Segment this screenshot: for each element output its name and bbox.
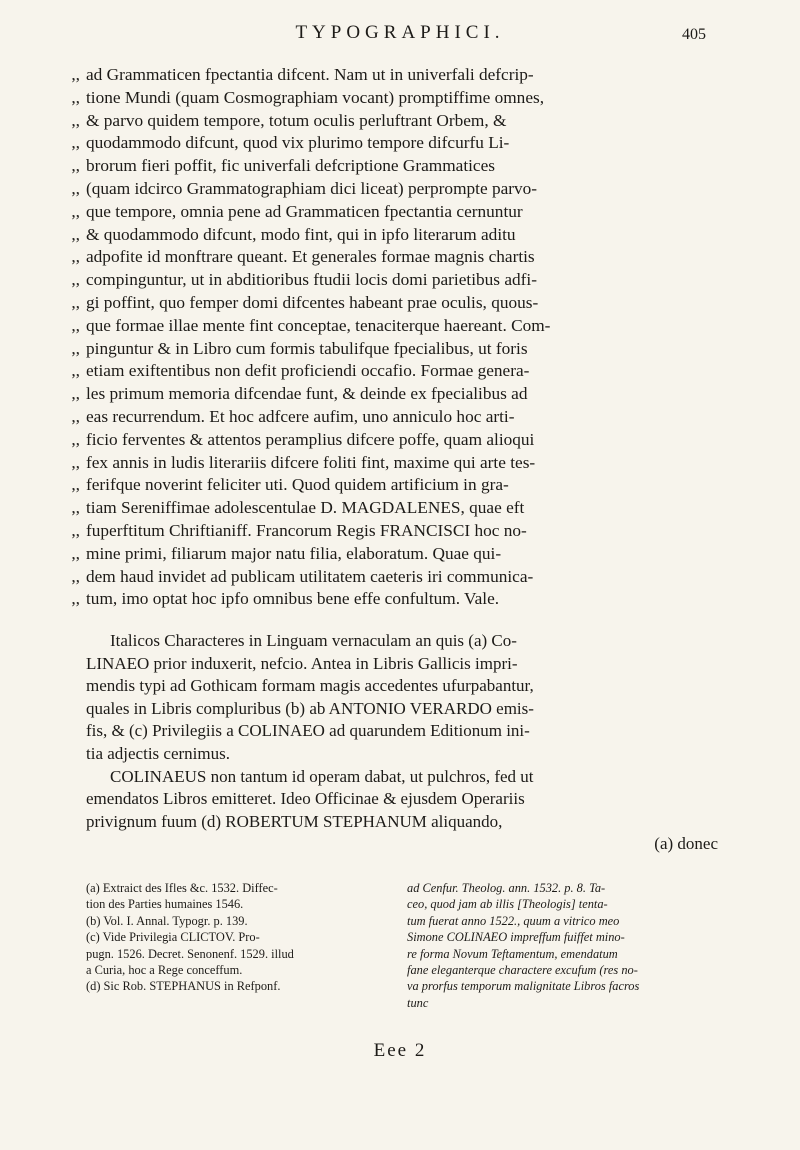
quote-line: [71, 64, 718, 87]
quote-mark: ,,: [71, 87, 80, 107]
quote-line: [71, 520, 718, 543]
quote-line-text: que formae illae mente fint conceptae, tenaciterque haereant. Com-: [86, 315, 551, 335]
quote-line-text: & parvo quidem tempore, totum oculis perluftrant Orbem, &: [86, 110, 507, 130]
quote-line: [71, 292, 718, 315]
quote-mark: ,,: [71, 566, 80, 586]
quote-line: [71, 269, 718, 292]
quote-mark: ,,: [71, 543, 80, 563]
body-line: COLINAEUS non tantum id operam dabat, ut pulchros, fed ut: [110, 766, 534, 786]
quote-line-text: ficio ferventes & attentos peramplius difcere poffe, quam alioqui: [86, 429, 535, 449]
quote-mark: ,,: [71, 498, 80, 518]
quote-line-text: compinguntur, ut in abditioribus ftudii locis domi parietibus adfi-: [86, 270, 537, 290]
quoted-passage: [71, 64, 718, 611]
quote-line-text: dem haud invidet ad publicam utilitatem caeteris iri communica-: [86, 566, 534, 586]
body-line: fis, & (c) Privilegiis a COLINAEO ad quarundem Editionum ini-: [86, 721, 530, 741]
quote-mark: ,,: [71, 201, 80, 221]
body-line: tia adjectis cernimus.: [86, 743, 230, 763]
quote-line: [71, 338, 718, 361]
quote-line: [71, 201, 718, 224]
body-line: Italicos Characteres in Linguam vernaculam an quis (a) Co-: [110, 631, 517, 650]
quote-line: [71, 566, 718, 589]
quote-line-text: (quam idcirco Grammatographiam dici liceat) perprompte parvo-: [86, 178, 538, 198]
footnote-line: tunc: [407, 995, 429, 1010]
quote-line: [71, 383, 718, 406]
quote-line-text: fuperftitum Chriftianiff. Francorum Regis FRANCISCI hoc no-: [86, 520, 527, 540]
footnote-line: re forma Novum Teftamentum, emendatum: [407, 946, 618, 961]
quote-line-text: eas recurrendum. Et hoc adfcere aufim, uno anniculo hoc arti-: [86, 406, 515, 426]
footnote-line: (b) Vol. I. Annal. Typogr. p. 139.: [86, 913, 248, 928]
footnote-line: ad Cenfur. Theolog. ann. 1532. p. 8. Ta-: [407, 881, 606, 895]
quote-mark: ,,: [71, 224, 80, 244]
body-line: LINAEO prior induxerit, nefcio. Antea in Libris Gallicis impri-: [86, 653, 518, 673]
quote-line-text: que tempore, omnia pene ad Grammaticen fpectantia cernuntur: [86, 201, 523, 221]
footnote-line: (a) Extraict des Ifles &c. 1532. Diffec-: [86, 881, 278, 895]
quote-line: [71, 588, 718, 611]
quote-mark: ,,: [71, 338, 80, 358]
footnote-line: pugn. 1526. Decret. Senonenf. 1529. illud: [86, 946, 294, 961]
body-line: (a) donec: [654, 834, 718, 854]
quote-line-text: tum, imo optat hoc ipfo omnibus bene effe confultum. Vale.: [86, 589, 500, 609]
footnotes-right-column: [407, 880, 718, 1011]
quote-line: [71, 178, 718, 201]
quote-line: [71, 132, 718, 155]
quote-mark: ,,: [71, 384, 80, 404]
quote-line-text: fex annis in ludis literariis difcere foliti fint, maxime qui arte tes-: [86, 452, 536, 472]
running-head: TYPOGRAPHICI.: [295, 22, 505, 43]
quote-line: [71, 246, 718, 269]
quote-line-text: & quodammodo difcunt, modo fint, qui in ipfo literarum aditu: [86, 224, 516, 244]
quote-line-text: tione Mundi (quam Cosmographiam vocant) promptiffime omnes,: [86, 87, 545, 107]
footnotes-left-column: [86, 880, 397, 1011]
footnote-line: ceo, quod jam ab illis [Theologis] tenta-: [407, 897, 608, 912]
quote-mark: ,,: [71, 452, 80, 472]
quote-line: [71, 360, 718, 383]
body-line: quales in Libris compluribus (b) ab ANTONIO VERARDO emis-: [86, 698, 534, 718]
quote-line: [71, 315, 718, 338]
body-line: mendis typi ad Gothicam formam magis accedentes ufurpabantur,: [86, 676, 534, 696]
signature-mark: Eee 2: [373, 1040, 427, 1061]
footnote-line: fane eleganterque charactere excufum (res no-: [407, 962, 638, 977]
footnote-line: tum fuerat anno 1522., quum a vitrico meo: [407, 913, 620, 928]
quote-line-text: les primum memoria difcendae funt, & deinde ex fpecialibus ad: [86, 384, 528, 404]
quote-mark: ,,: [71, 133, 80, 153]
quote-line-text: tiam Sereniffimae adolescentulae D. MAGDALENES, quae eft: [86, 498, 525, 518]
footnote-line: va prorfus temporum malignitate Libros facros: [407, 979, 640, 994]
quote-line: [71, 452, 718, 475]
quote-line: [71, 87, 718, 110]
quote-line: [71, 474, 718, 497]
footnote-line: Simone COLINAEO impreffum fuiffet mino-: [407, 930, 625, 945]
footnote-line: (c) Vide Privilegia CLICTOV. Pro-: [86, 930, 260, 945]
quote-line: [71, 497, 718, 520]
quote-mark: ,,: [71, 315, 80, 335]
quote-mark: ,,: [71, 178, 80, 198]
quote-line-text: pinguntur & in Libro cum formis tabulifque fpecialibus, ut foris: [86, 338, 528, 358]
quote-mark: ,,: [71, 65, 80, 84]
quote-line: [71, 224, 718, 247]
quote-mark: ,,: [71, 110, 80, 130]
quote-mark: ,,: [71, 247, 80, 267]
quote-line-text: gi poffint, quo femper domi difcentes habeant prae oculis, quous-: [86, 292, 539, 312]
quote-line: [71, 429, 718, 452]
quote-mark: ,,: [71, 520, 80, 540]
quote-line-text: ad Grammaticen fpectantia difcent. Nam ut in univerfali defcrip-: [86, 65, 534, 84]
quote-mark: ,,: [71, 475, 80, 495]
page-number: 405: [682, 26, 706, 43]
footnote-line: (d) Sic Rob. STEPHANUS in Refponf.: [86, 979, 281, 994]
body-line: emendatos Libros emitteret. Ideo Officinae & ejusdem Operariis: [86, 789, 525, 809]
quote-line: [71, 406, 718, 429]
quote-mark: ,,: [71, 156, 80, 176]
quote-line-text: mine primi, filiarum major natu filia, elaboratum. Quae qui-: [86, 543, 502, 563]
quote-line-text: quodammodo difcunt, quod vix plurimo tempore difcurfu Li-: [86, 133, 510, 153]
quote-line: [71, 155, 718, 178]
quote-line-text: ferifque noverint feliciter uti. Quod quidem artificium in gra-: [86, 475, 509, 495]
quote-line-text: brorum fieri poffit, fic univerfali defcriptione Grammatices: [86, 156, 495, 176]
quote-mark: ,,: [71, 292, 80, 312]
quote-mark: ,,: [71, 270, 80, 290]
body-paragraphs: [86, 630, 718, 856]
quote-mark: ,,: [71, 406, 80, 426]
quote-line: [71, 543, 718, 566]
quote-mark: ,,: [71, 429, 80, 449]
body-line: privignum fuum (d) ROBERTUM STEPHANUM aliquando,: [86, 811, 503, 831]
footnote-line: tion des Parties humaines 1546.: [86, 897, 244, 912]
quote-line-text: etiam exiftentibus non defit proficiendi occafio. Formae genera-: [86, 361, 530, 381]
quote-line-text: adpofite id monftrare queant. Et generales formae magnis chartis: [86, 247, 535, 267]
quote-line: [71, 110, 718, 133]
footnote-line: a Curia, hoc a Rege conceffum.: [86, 962, 243, 977]
footnotes: [86, 880, 718, 1011]
quote-mark: ,,: [71, 361, 80, 381]
quote-mark: ,,: [71, 589, 80, 609]
